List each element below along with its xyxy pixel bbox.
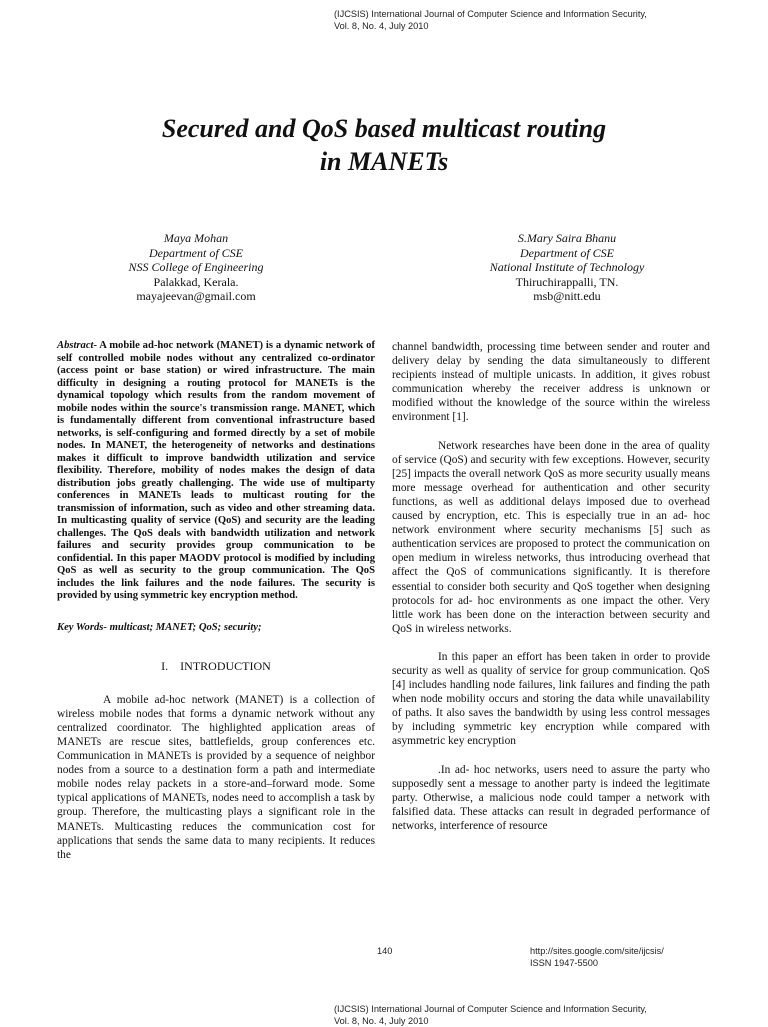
footer-url: http://sites.google.com/site/ijcsis/ <box>530 946 664 958</box>
right-column <box>392 340 710 833</box>
title-line-1: Secured and QoS based multicast routing <box>60 112 708 145</box>
running-header <box>334 9 754 32</box>
abstract-lead: Abstract- <box>57 340 97 351</box>
author-department: Department of CSE <box>76 246 316 261</box>
author-email: mayajeevan@gmail.com <box>76 289 316 304</box>
journal-name: (IJCSIS) International Journal of Computer Science and Information Security, <box>334 9 754 21</box>
body-paragraph: In this paper an effort has been taken in order to provide security as well as quality of service for group communication. QoS [4] includes handling node failures, link failures and finding the path when node mobility occurs and storing the data while unavailability of paths. It also saves the bandwidth by using less control messages by including symmetric key encryption while compared with asymmetric key encryption <box>392 650 710 749</box>
author-location: Thiruchirappalli, TN. <box>447 275 687 290</box>
author-email: msb@nitt.edu <box>447 289 687 304</box>
author-institution: NSS College of Engineering <box>76 260 316 275</box>
journal-name: (IJCSIS) International Journal of Computer Science and Information Security, <box>334 1004 754 1016</box>
author-institution: National Institute of Technology <box>447 260 687 275</box>
footer-issn: ISSN 1947-5500 <box>530 958 664 970</box>
body-paragraph: channel bandwidth, processing time between sender and router and delivery delay by sending the data simultaneously to different recipients instead of multiple unicasts. In addition, it gives robust communication whereby the receiver address is unknown or modified without the knowledge of the source within the wireless environment [1]. <box>392 340 710 425</box>
paper-title <box>60 112 708 178</box>
abstract <box>57 340 375 603</box>
keywords: Key Words- multicast; MANET; QoS; security; <box>57 621 375 635</box>
title-line-2: in MANETs <box>60 145 708 178</box>
body-paragraph: Network researches have been done in the area of quality of service (QoS) and security with few exceptions. However, security [25] impacts the overall network QoS as more security usually means more message overhead for authentication and other security functions, as well as additional delays imposed due to overhead caused by encryption, etc. This is especially true in an ad- hoc network environment where security mechanisms [5] such as authentication services are proposed to protect the communication on open medium in wireless networks, thus introducing overhead that affect the QoS of communications significantly. It is therefore essential to consider both security and QoS together when designing protocols for ad- hoc environments as one impact the other. Very little work has been done on the interaction between security and QoS in wireless networks. <box>392 439 710 636</box>
abstract-text: A mobile ad-hoc network (MANET) is a dynamic network of self controlled mobile nodes without any centralized co-ordinator (access point or base station) or wired infrastructure. The main difficulty in designing a routing protocol for MANETs is the dynamical topology which results from the random movement of mobile nodes within the source's transmission range. MANET, which is fundamentally different from conventional infrastructure based networks, is self-configuring and formed directly by a set of mobile nodes. In MANET, the heterogeneity of networks and destinations makes it difficult to improve bandwidth utilization and service flexibility. Therefore, mobility of nodes makes the design of data distribution jobs greatly challenging. The wide use of multiparty conferences in MANETs leads to multicast routing for the transmission of information, such as video and other streaming data. In multicasting quality of service (QoS) and security are the leading challenges. The QoS deals with bandwidth utilization and network failures and security provides group communication to be confidential. In this paper MAODV protocol is modified by including QoS as well as security to the group communication. The QoS includes the link failures and the node failures. The security is provided by using symmetric key encryption method. <box>57 340 375 601</box>
author-name: Maya Mohan <box>76 231 316 246</box>
footer-info <box>530 946 664 969</box>
left-column <box>57 340 375 862</box>
author-block-2 <box>447 231 687 304</box>
author-name: S.Mary Saira Bhanu <box>447 231 687 246</box>
author-department: Department of CSE <box>447 246 687 261</box>
journal-volume: Vol. 8, No. 4, July 2010 <box>334 21 754 33</box>
page-number: 140 <box>377 946 392 956</box>
section-heading-introduction: I. INTRODUCTION <box>57 659 375 673</box>
body-paragraph: .In ad- hoc networks, users need to assure the party who supposedly sent a message to another party is indeed the legitimate party. Otherwise, a malicious node could tamper a network with falsified data. These attacks can result in degraded performance of networks, interference of resource <box>392 763 710 833</box>
author-block-1 <box>76 231 316 304</box>
intro-paragraph: A mobile ad-hoc network (MANET) is a collection of wireless mobile nodes that forms a dynamic network without any centralized coordinator. The highlighted application areas of MANETs are rescue sites, battlefields, group conferences etc. Communication in MANETs is provided by a sequence of neighbor nodes from a source to a destination form a path and intermediate mobile nodes relay packets in a store-and–forward mode. Some typical applications of MANETs, nodes need to accomplish a task by group. Therefore, the multicasting plays a significant role in the MANETs. Multicasting reduces the communication cost for applications that sends the same data to many recipients. It reduces the <box>57 693 375 862</box>
journal-volume: Vol. 8, No. 4, July 2010 <box>334 1016 754 1027</box>
author-location: Palakkad, Kerala. <box>76 275 316 290</box>
